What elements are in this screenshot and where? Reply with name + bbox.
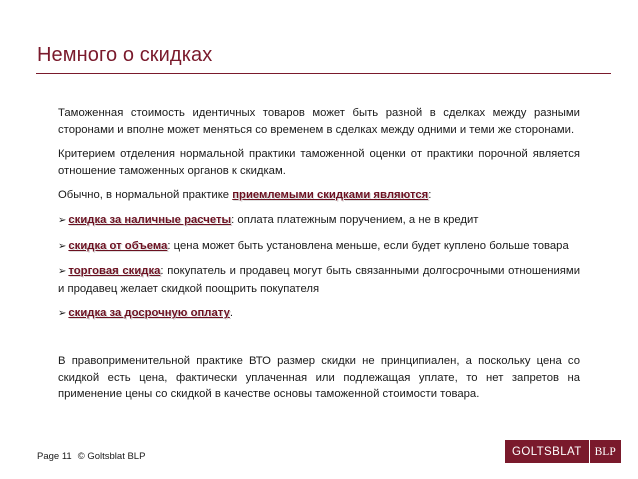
list-item	[58, 238, 580, 256]
bullet-term: скидка от объема	[68, 239, 168, 252]
arrow-bullet-icon: ➢	[58, 266, 67, 278]
logo-suffix: BLP	[590, 440, 621, 463]
copyright: © Goltsblat BLP	[77, 451, 146, 462]
bullet-text: .	[229, 307, 234, 320]
logo-name: GOLTSBLAT	[505, 440, 589, 463]
arrow-bullet-icon: ➢	[58, 240, 67, 252]
arrow-bullet-icon: ➢	[58, 214, 67, 226]
bullet-term: торговая скидка	[68, 265, 161, 278]
paragraph-acceptable-lead: Обычно, в нормальной практике	[58, 189, 233, 202]
bullet-text: : покупатель и продавец могут быть связанными долгосрочными отношениями и продавец желает скидкой поощрить покупателя	[58, 265, 580, 295]
paragraph-intro: Таможенная стоимость идентичных товаров может быть разной в сделках между разными сторонами и вполне может меняться со временем в сделках между одними и теми же сторонами.	[58, 107, 580, 136]
paragraph-criterion: Критерием отделения нормальной практики таможенной оценки от практики порочной является отношение таможенных органов к скидкам.	[58, 148, 580, 177]
list-item	[58, 263, 580, 297]
footer	[37, 451, 145, 462]
slide-body	[58, 105, 580, 403]
acceptable-discounts-emphasis: приемлемыми скидками являются	[232, 189, 429, 202]
arrow-bullet-icon: ➢	[58, 308, 67, 320]
company-logo	[505, 440, 621, 463]
bullet-term: скидка за досрочную оплату	[68, 307, 230, 320]
title-divider	[36, 73, 611, 74]
list-item	[58, 212, 580, 230]
bullet-text: : цена может быть установлена меньше, если будет куплено больше товара	[167, 239, 569, 252]
paragraph-acceptable-discounts	[58, 187, 580, 204]
paragraph-acceptable-colon: :	[428, 189, 432, 202]
bullet-text: : оплата платежным поручением, а не в кредит	[231, 213, 479, 226]
list-item	[58, 305, 580, 323]
page-number: Page 11	[37, 451, 72, 462]
bullet-term: скидка за наличные расчеты	[68, 213, 232, 226]
slide-title: Немного о скидках	[37, 44, 213, 66]
paragraph-wto-practice: В правоприменительной практике ВТО размер скидки не принципиален, а поскольку цена со скидкой есть цена, фактически уплаченная или подлежащая уплате, то нет запретов на применение цены со скидкой в качестве основы таможенной стоимости товара.	[58, 354, 580, 401]
